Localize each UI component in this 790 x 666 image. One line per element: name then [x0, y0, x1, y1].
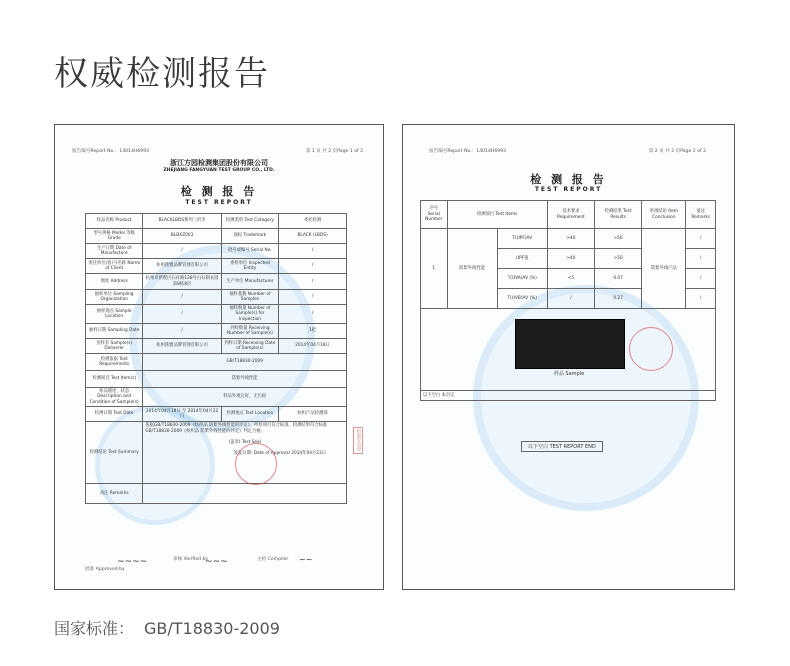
results-table: [420, 200, 716, 401]
field-label: 检测类别 Test Category: [221, 214, 278, 229]
result-value: 0.07: [595, 269, 642, 289]
field-value: /: [279, 274, 347, 290]
test-date-label: 检测日期 Test Date: [86, 407, 143, 422]
field-value: 委托检测: [279, 214, 347, 229]
report-title-en: TEST REPORT: [534, 186, 603, 193]
page-count: 第 1 页 共 2 页Page 1 of 2: [305, 149, 363, 154]
result-value: >50: [595, 229, 642, 249]
field-label: 抽样数量 Number of Sample(s) for Inspection: [221, 305, 278, 324]
field-label: 样品名称 Product: [86, 214, 143, 229]
issue-date-label: 签发日期: Date of Approval: [233, 451, 290, 457]
field-value: /: [143, 244, 221, 259]
field-label: 委托单位(客户)名称 Name of Client: [86, 259, 143, 274]
requirement-value: /: [547, 289, 594, 309]
sample-photo-cell: [421, 309, 716, 391]
field-label: 生产单位 Manufacturer: [221, 274, 278, 290]
field-label: 到样日期 Receiving Date of Sample(s): [221, 339, 278, 354]
col-header-results: 检测结果 Test Results: [595, 201, 642, 229]
serial-number: 1: [421, 229, 448, 309]
table-row: [86, 324, 347, 339]
sub-item: T(UVB)AV (%): [497, 289, 547, 309]
sub-item: T(UPF)AV: [497, 229, 547, 249]
approved-label: 批准 Approved by: [85, 567, 125, 572]
report-number: 报告编号Report No.：14014H6993: [72, 149, 150, 154]
footer-label: 国家标准：: [54, 619, 135, 638]
requirement-value: <5: [547, 269, 594, 289]
report-page-1: [54, 124, 384, 590]
field-label: 到样数量 Receiving Number of Sample(s): [221, 324, 278, 339]
table-row: [86, 339, 347, 354]
report-number: 报告编号Report No.：14014H6993: [429, 149, 507, 154]
page-count: 第 2 页 共 2 页Page 2 of 2: [648, 149, 706, 154]
red-seal-stamp: [235, 443, 277, 485]
field-value: /: [143, 324, 221, 339]
test-date-value: 2014年04月18日 至 2014年04月22日: [143, 407, 221, 422]
field-value: 1把: [279, 324, 347, 339]
location-value: 纺织产品检测部: [279, 407, 347, 422]
field-value: 2014年04月18日: [279, 339, 347, 354]
field-label: 批号或编号 Serial No.: [221, 244, 278, 259]
report-end-code: 以下空白 TEST REPORT END: [521, 441, 603, 452]
table-row: [86, 290, 347, 305]
col-header-serial: 序号 Serial Number: [421, 201, 448, 229]
fabric-sample-image: [515, 319, 625, 369]
requirements-value: GB/T18830-2009: [143, 354, 347, 371]
field-label: 生产日期 Date of Manufacture: [86, 244, 143, 259]
sub-item: T(UVA)AV (%): [497, 269, 547, 289]
table-row: [86, 214, 347, 229]
col-header-conclusion: 单项结论 Item Conclusion: [642, 201, 686, 229]
requirements-label: 检测依据 Test Requirements: [86, 354, 143, 371]
items-value: 防紫外线性能: [143, 371, 347, 388]
requirement-value: >40: [547, 249, 594, 269]
result-value: 0.27: [595, 289, 642, 309]
report-title-cn: 检 测 报 告: [180, 185, 258, 198]
field-value: /: [279, 244, 347, 259]
org-name-cn: 浙江方园检测集团股份有限公司: [170, 159, 268, 167]
result-value: >50: [595, 249, 642, 269]
page-title: 权威检测报告: [54, 54, 270, 94]
field-label: 抽样基数 Number of Samples: [221, 290, 278, 305]
field-value: BLBXZ003: [143, 229, 221, 244]
footer-standard: GB/T18830-2009: [144, 619, 280, 638]
red-seal-stamp: [629, 327, 673, 371]
report-title-en: TEST REPORT: [185, 199, 253, 206]
field-label: 地址 Address: [86, 274, 143, 290]
table-row: [86, 259, 347, 274]
remark-value: /: [686, 269, 716, 289]
table-row: [86, 244, 347, 259]
org-name-en: ZHEJIANG FANGYUAN TEST GROUP CO., LTD.: [163, 168, 275, 173]
field-value: /: [279, 259, 347, 274]
field-value: /: [143, 290, 221, 305]
report-page-2: [402, 124, 735, 590]
remark-value: /: [686, 229, 716, 249]
remark-value: /: [686, 289, 716, 309]
location-label: 检测地点 Test Location: [221, 407, 278, 422]
field-label: 商标 Trademark: [221, 229, 278, 244]
issue-date-value: 2014年04月23日: [291, 451, 326, 457]
compiled-label: 主检 Compiler: [257, 557, 289, 562]
col-header-remarks: 备注 Remarks: [686, 201, 716, 229]
verifier-signature: ~~~: [205, 557, 228, 567]
item-group: 防紫外线性能: [447, 229, 497, 309]
col-header-items: 检测项目 Test Items: [447, 201, 547, 229]
field-value: /: [279, 290, 347, 305]
item-conclusion: 防紫外线产品: [642, 229, 686, 309]
standard-footer: [54, 616, 280, 639]
field-value: BLACK (LBDS): [279, 229, 347, 244]
table-row: [86, 305, 347, 324]
summary-text: 依据GB/T18830-2009《纺织品 防紫外线性能的评定》，所检项目符合标准，检测结果符合标准GB/T18830-2009《纺织品 防紫外线性能的评定》判定合格。: [145, 423, 328, 434]
report-title-cn: 检 测 报 告: [530, 173, 607, 186]
field-value: 杭州蕉雅品牌管理有限公司: [143, 259, 221, 274]
field-label: 抽样地点 Sample Location: [86, 305, 143, 324]
seal-text: (盖章) Test Seal: [228, 439, 261, 445]
table-row: [86, 274, 347, 290]
condition-label: 样品描述、状态 Description and Condition of Sample(s): [86, 388, 143, 407]
sub-item: UPF值: [497, 249, 547, 269]
report-table: [85, 213, 347, 504]
field-value: /: [279, 305, 347, 324]
remarks-value: [143, 484, 347, 504]
field-label: 送样者 Sample(s) Deliverer: [86, 339, 143, 354]
verified-label: 审核 Verified by: [173, 557, 209, 562]
requirement-value: >40: [547, 229, 594, 249]
sample-label: 样品 Sample: [553, 371, 585, 377]
remarks-label: 备注 Remarks: [86, 484, 143, 504]
remark-value: /: [686, 249, 716, 269]
field-label: 委检单位 Inspected Entity: [221, 259, 278, 274]
compiler-signature: ~~: [299, 555, 313, 564]
end-note: 以下空白 本页完: [421, 391, 716, 401]
field-value: 杭州市拱墅区石祥路128号白石制衣园第8栋8层: [143, 274, 221, 290]
condition-value: 样品外观完好，无污损: [143, 388, 347, 407]
field-value: /: [143, 305, 221, 324]
side-stamp: 检验专用章: [353, 427, 363, 454]
field-label: 抽样单位 Sampling Organization: [86, 290, 143, 305]
field-label: 抽样日期 Sampling Date: [86, 324, 143, 339]
field-value: BLACKLBDS系列三折伞: [143, 214, 221, 229]
col-header-requirement: 技术要求 Requirement: [547, 201, 594, 229]
field-value: 杭州蕉雅品牌管理有限公司: [143, 339, 221, 354]
field-label: 型号规格 Model 等级 Grade: [86, 229, 143, 244]
approver-signature: ~~~~: [117, 557, 148, 567]
summary-label: 检测结论 Test Summary: [86, 422, 143, 484]
table-row: [86, 229, 347, 244]
items-label: 检测项目 Test Item(s): [86, 371, 143, 388]
